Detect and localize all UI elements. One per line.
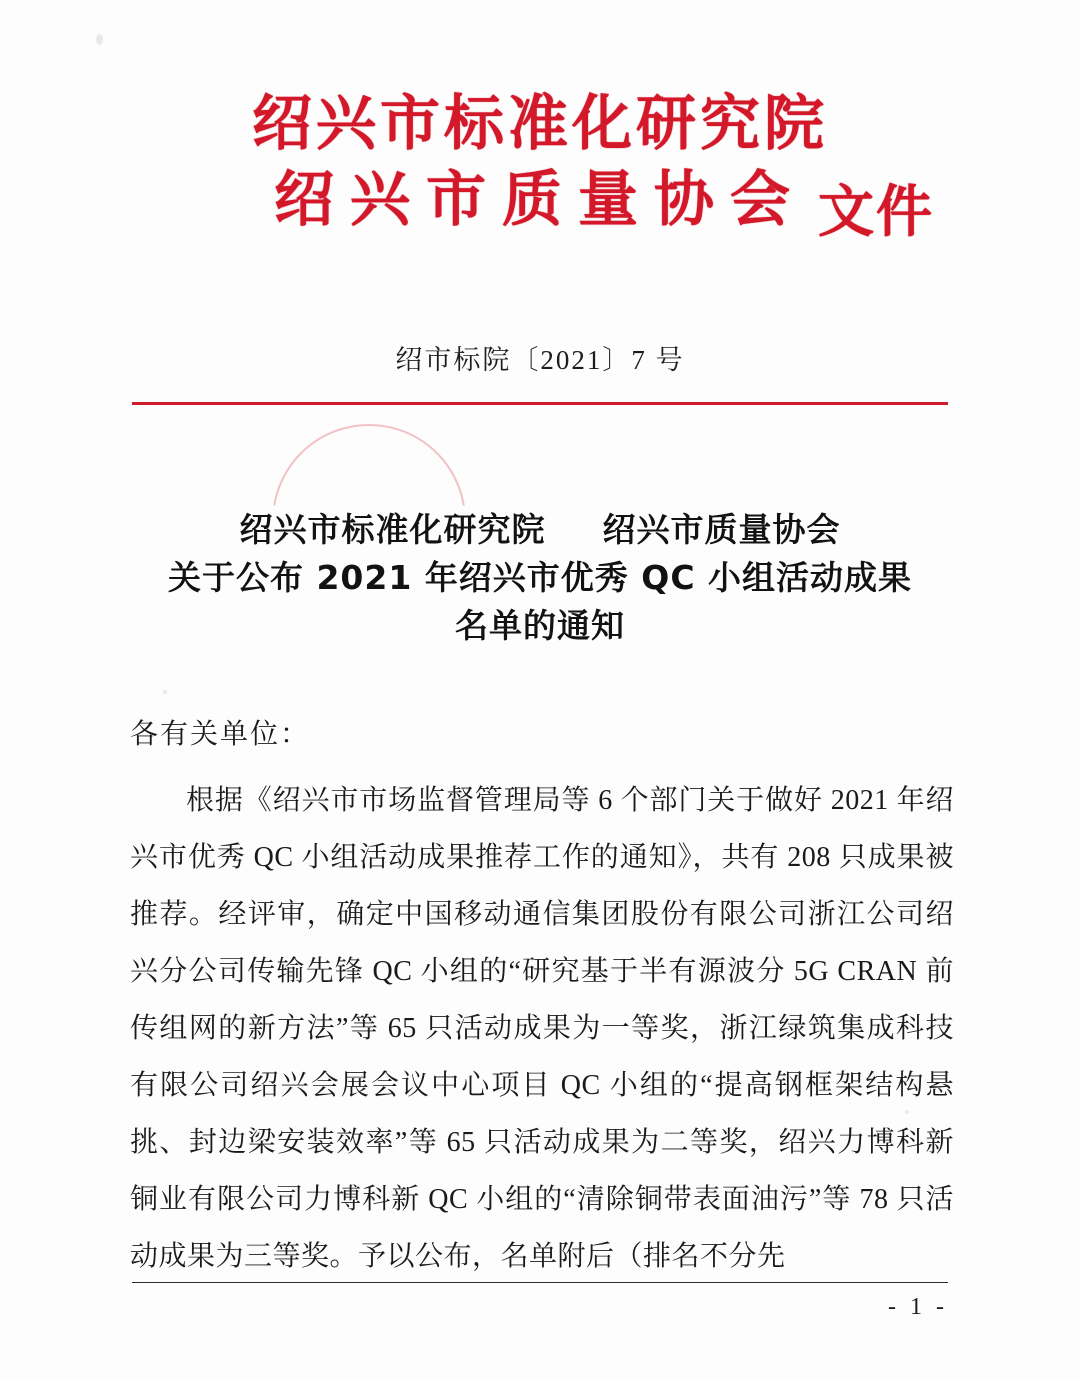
scan-speckle [96,34,103,45]
body-paragraph: 根据《绍兴市市场监督管理局等 6 个部门关于做好 2021 年绍兴市优秀 QC 小组活动成果推荐工作的通知》，共有 208 只成果被推荐。经评审，确定中国移动通信集团股份有限公司浙江公司绍兴分公司传输先锋 QC 小组的“研究基于半有源波分 5G CRAN 前传组网的新方法”等 65 只活动成果为一等奖，浙江绿筑集成科技有限公司绍兴会展会议中心项目 QC 小组的“提高钢框架结构悬挑、封边梁安装效率”等 65 只活动成果为二等奖，绍兴力博科新铜业有限公司力博科新 QC 小组的“清除铜带表面油污”等 78 只活动成果为三等奖。予以公布，名单附后（排名不分先 [130,785,954,1272]
red-divider-rule [132,402,948,405]
letterhead-line-1: 绍兴市标准化研究院 [252,89,828,159]
salutation: 各有关单位： [130,719,311,750]
body-text [130,772,954,1285]
title-line-3: 名单的通知 [455,606,625,645]
page-title [118,506,962,650]
title-line-1 [118,506,962,554]
page-number: - 1 - [888,1294,948,1320]
title-line-1-org-b: 绍兴市质量协会 [602,510,841,549]
letterhead-line-2-wrap [274,164,934,245]
scan-speckle [163,690,167,694]
footer-divider [132,1282,948,1283]
title-line-2: 关于公布 2021 年绍兴市优秀 QC 小组活动成果 [167,558,913,597]
letterhead-line-2: 绍兴市质量协会 [274,165,806,235]
title-line-1-org-a: 绍兴市标准化研究院 [239,510,546,549]
document-number: 绍市标院〔2021〕7 号 [395,345,685,375]
letterhead-suffix: 文件 [818,180,934,245]
letterhead [0,88,1080,245]
